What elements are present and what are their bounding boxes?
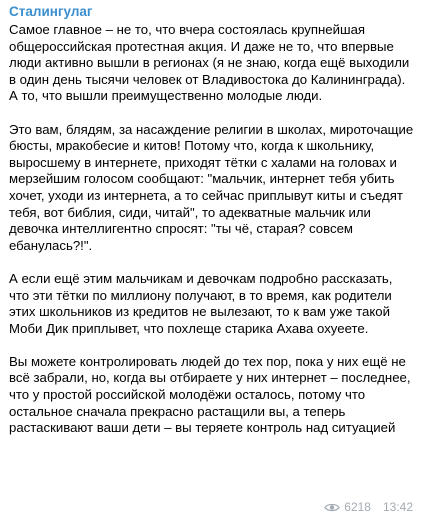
post-paragraph: Это вам, блядям, за насаждение религии в школах, мироточащие бюсты, мракобесие и китов! Потому что, когда к школьнику, выросшему в интернете, приходят тётки с халами на головах и мерзейшим голосом сообщают: "мальчик, интернет тебя убить хочет, уходи из интернета, а то сейчас приплывут киты и съедят тебя, вот библия, сиди, читай", то адекватные мальчик или девочка интеллигентно спросят: "ты чё, старая? совсем ебанулась?!". — [9, 121, 414, 253]
post-paragraph: Самое главное – не то, что вчера состоялась крупнейшая общероссийская протестная акция. И даже не то, что впервые люди активно вышли в регионах (я не знаю, когда ещё выходили в один день тысячи человек от Владивостока до Калининграда). А то, что вышли преимущественно молодые люди. — [9, 22, 410, 104]
post-time: 13:42 — [382, 500, 413, 514]
post-paragraph: Вы можете контролировать людей до тех пор, пока у них ещё не всё забрали, но, когда вы отбираете у них интернет – последнее, что у простой российской молодёжи осталось, потому что остальное сначала прекрасно растащили вы, а теперь растаскивают ваши дети – вы теряете контроль над ситуацией — [9, 353, 411, 436]
post-paragraph: А если ещё этим мальчикам и девочкам подробно рассказать, что эти тётки по миллиону получают, в то время, как родители этих школьников из кредитов не вылезают, то к вам уже такой Моби Дик приплывет, что похлеще старика Ахава охуеете. — [9, 270, 393, 336]
post-meta — [324, 500, 413, 514]
post-text — [9, 22, 416, 437]
channel-name-link[interactable]: Сталингулаг — [9, 4, 93, 19]
view-count: 6218 — [344, 500, 371, 514]
eye-icon — [324, 502, 340, 513]
